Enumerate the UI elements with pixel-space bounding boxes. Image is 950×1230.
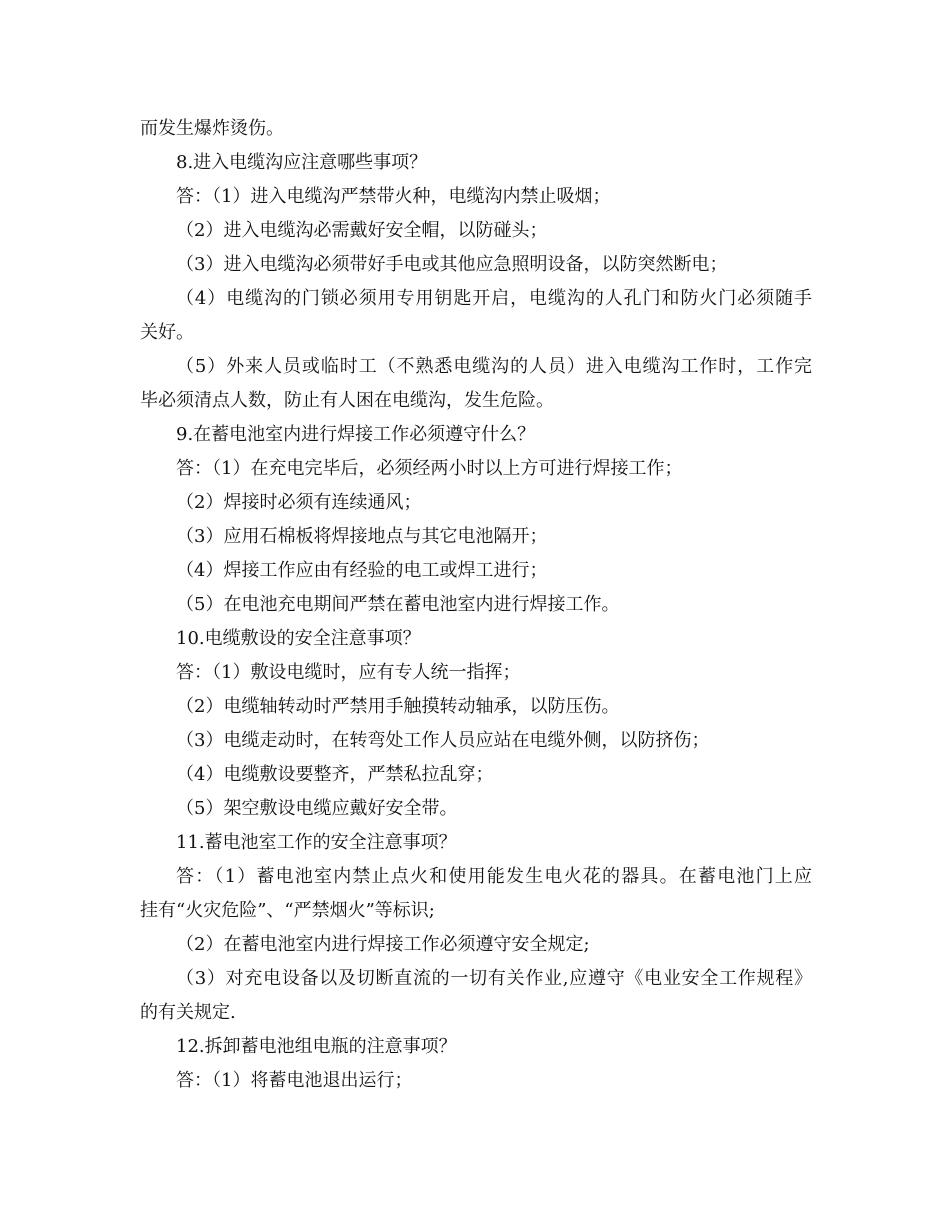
answer-line: （5）在电池充电期间严禁在蓄电池室内进行焊接工作。: [176, 594, 620, 615]
answer-line: 答：（1）敷设电缆时，应有专人统一指挥；: [176, 662, 521, 683]
document-body: [140, 112, 812, 1098]
answer-line: （2）电缆轴转动时严禁用手触摸转动轴承，以防压伤。: [176, 696, 620, 717]
answer-line: （5）外来人员或临时工（不熟悉电缆沟的人员）进入电缆沟工作时，工作完: [176, 356, 812, 377]
answer-line: （4）电缆敷设要整齐，严禁私拉乱穿；: [176, 764, 494, 785]
answer-line-continued: 挂有“火灾危险”、“严禁烟火”等标识;: [140, 900, 435, 921]
answer-line: （2）进入电缆沟必需戴好安全帽，以防碰头；: [176, 220, 548, 241]
answer-line-continued: 关好。: [140, 322, 194, 343]
answer-line: （4）电缆沟的门锁必须用专用钥匙开启，电缆沟的人孔门和防火门必须随手: [176, 288, 812, 309]
question-heading: 8.进入电缆沟应注意哪些事项？: [176, 152, 428, 173]
answer-line: （2）焊接时必须有连续通风；: [176, 492, 422, 513]
text-line: 而发生爆炸烫伤。: [140, 118, 284, 139]
answer-line: 答：（1）蓄电池室内禁止点火和使用能发生电火花的器具。在蓄电池门上应: [176, 866, 812, 887]
answer-line: 答：（1）在充电完毕后，必须经两小时以上方可进行焊接工作；: [176, 458, 683, 479]
answer-line: （3）进入电缆沟必须带好手电或其他应急照明设备，以防突然断电；: [176, 254, 728, 275]
answer-line: （3）电缆走动时，在转弯处工作人员应站在电缆外侧，以防挤伤；: [176, 730, 710, 751]
answer-line: （4）焊接工作应由有经验的电工或焊工进行；: [176, 560, 548, 581]
answer-line-continued: 毕必须清点人数，防止有人困在电缆沟，发生危险。: [140, 390, 554, 411]
answer-line: （3）应用石棉板将焊接地点与其它电池隔开；: [176, 526, 548, 547]
answer-line: （5）架空敷设电缆应戴好安全带。: [176, 798, 458, 819]
answer-line-continued: 的有关规定.: [140, 1002, 236, 1023]
question-heading: 12.拆卸蓄电池组电瓶的注意事项？: [176, 1036, 457, 1057]
answer-line: 答：（1）将蓄电池退出运行；: [176, 1070, 413, 1091]
answer-line: （3）对充电设备以及切断直流的一切有关作业,应遵守《电业安全工作规程》: [176, 968, 812, 989]
answer-line: （2）在蓄电池室内进行焊接工作必须遵守安全规定;: [176, 934, 590, 955]
question-heading: 10.电缆敷设的安全注意事项？: [176, 628, 421, 649]
answer-line: 答：（1）进入电缆沟严禁带火种，电缆沟内禁止吸烟；: [176, 186, 611, 207]
question-heading: 9.在蓄电池室内进行焊接工作必须遵守什么？: [176, 424, 536, 445]
question-heading: 11.蓄电池室工作的安全注意事项？: [176, 832, 457, 853]
